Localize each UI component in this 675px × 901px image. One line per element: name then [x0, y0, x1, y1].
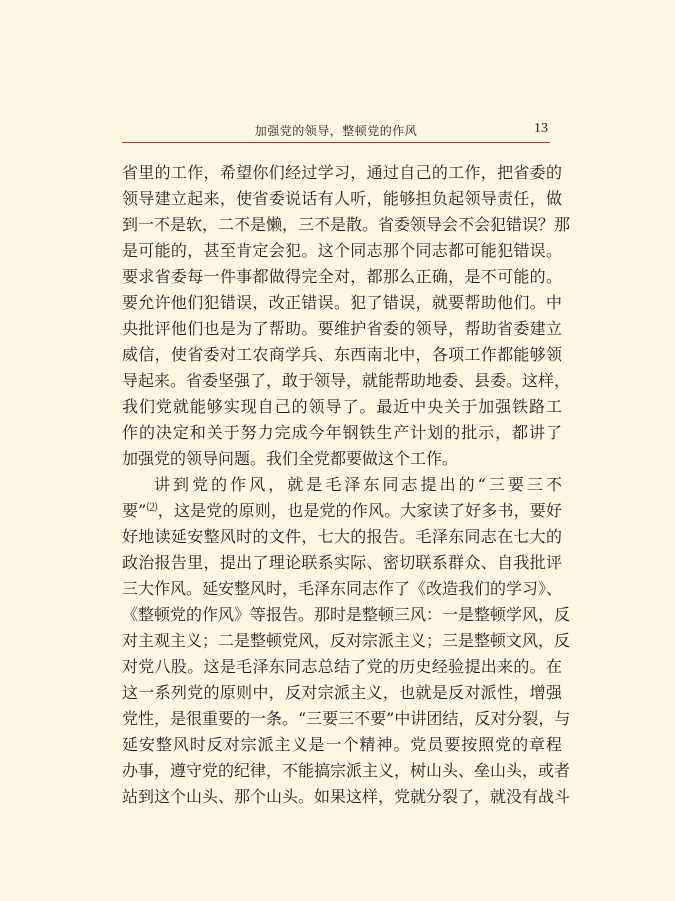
text-line-with-note — [122, 498, 562, 524]
text-fragment: 要” — [122, 501, 147, 520]
text-line: 政治报告里，提出了理论联系实际、密切联系群众、自我批评 — [122, 553, 562, 572]
text-line: 延安整风时反对宗派主义是一个精神。党员要按照党的章程 — [122, 735, 562, 754]
page-header — [122, 119, 550, 143]
page-number: 13 — [534, 121, 548, 136]
text-line: 对主观主义；二是整顿党风，反对宗派主义；三是整顿文风，反 — [122, 631, 571, 650]
text-fragment: ，这是党的原则，也是党的作风。大家读了好多书，要好 — [157, 501, 562, 520]
text-line: 央批评他们也是为了帮助。要维护省委的领导，帮助省委建立 — [122, 319, 562, 338]
text-line: 好地读延安整风时的文件，七大的报告。毛泽东同志在七大的 — [122, 527, 562, 546]
text-line: 站到这个山头、那个山头。如果这样，党就分裂了，就没有战斗 — [122, 787, 571, 806]
running-title: 加强党的领导，整顿党的作风 — [254, 124, 418, 138]
text-line: 要允许他们犯错误，改正错误。犯了错误，就要帮助他们。中 — [122, 293, 562, 312]
paragraph-first-line: 讲到党的作风，就是毛泽东同志提出的“三要三不 — [154, 475, 562, 494]
text-line: 加强党的领导问题。我们全党都要做这个工作。 — [122, 449, 459, 468]
text-line: 这一系列党的原则中，反对宗派主义，也就是反对派性，增强 — [122, 683, 562, 702]
text-line: 作的决定和关于努力完成今年钢铁生产计划的批示，都讲了 — [122, 423, 562, 442]
text-line: 三大作风。延安整风时，毛泽东同志作了《改造我们的学习》、 — [122, 579, 563, 598]
text-line: 领导建立起来，使省委说话有人听，能够担负起领导责任，做 — [122, 189, 562, 208]
note-reference[interactable]: ⑵ — [146, 501, 158, 514]
text-line: 威信，使省委对工农商学兵、东西南北中，各项工作都能够领 — [122, 345, 562, 364]
text-line: 《整顿党的作风》等报告。那时是整顿三风：一是整顿学风，反 — [122, 605, 571, 624]
text-line: 到一不是软，二不是懒，三不是散。省委领导会不会犯错误？那 — [122, 215, 571, 234]
text-line: 导起来。省委坚强了，敢于领导，就能帮助地委、县委。这样， — [122, 371, 571, 390]
text-line: 我们党就能够实现自己的领导了。最近中央关于加强铁路工 — [122, 397, 562, 416]
text-line: 省里的工作，希望你们经过学习，通过自己的工作，把省委的 — [122, 163, 562, 182]
text-line: 是可能的，甚至肯定会犯。这个同志那个同志都可能犯错误。 — [122, 241, 562, 260]
text-line: 对党八股。这是毛泽东同志总结了党的历史经验提出来的。在 — [122, 657, 562, 676]
text-line: 要求省委每一件事都做得完全对，都那么正确，是不可能的。 — [122, 267, 562, 286]
body-text — [122, 160, 571, 810]
text-line: 办事，遵守党的纪律，不能搞宗派主义，树山头、垒山头，或者 — [122, 761, 571, 780]
header-rule — [122, 142, 550, 143]
text-line: 党性，是很重要的一条。“三要三不要”中讲团结，反对分裂，与 — [122, 709, 571, 728]
